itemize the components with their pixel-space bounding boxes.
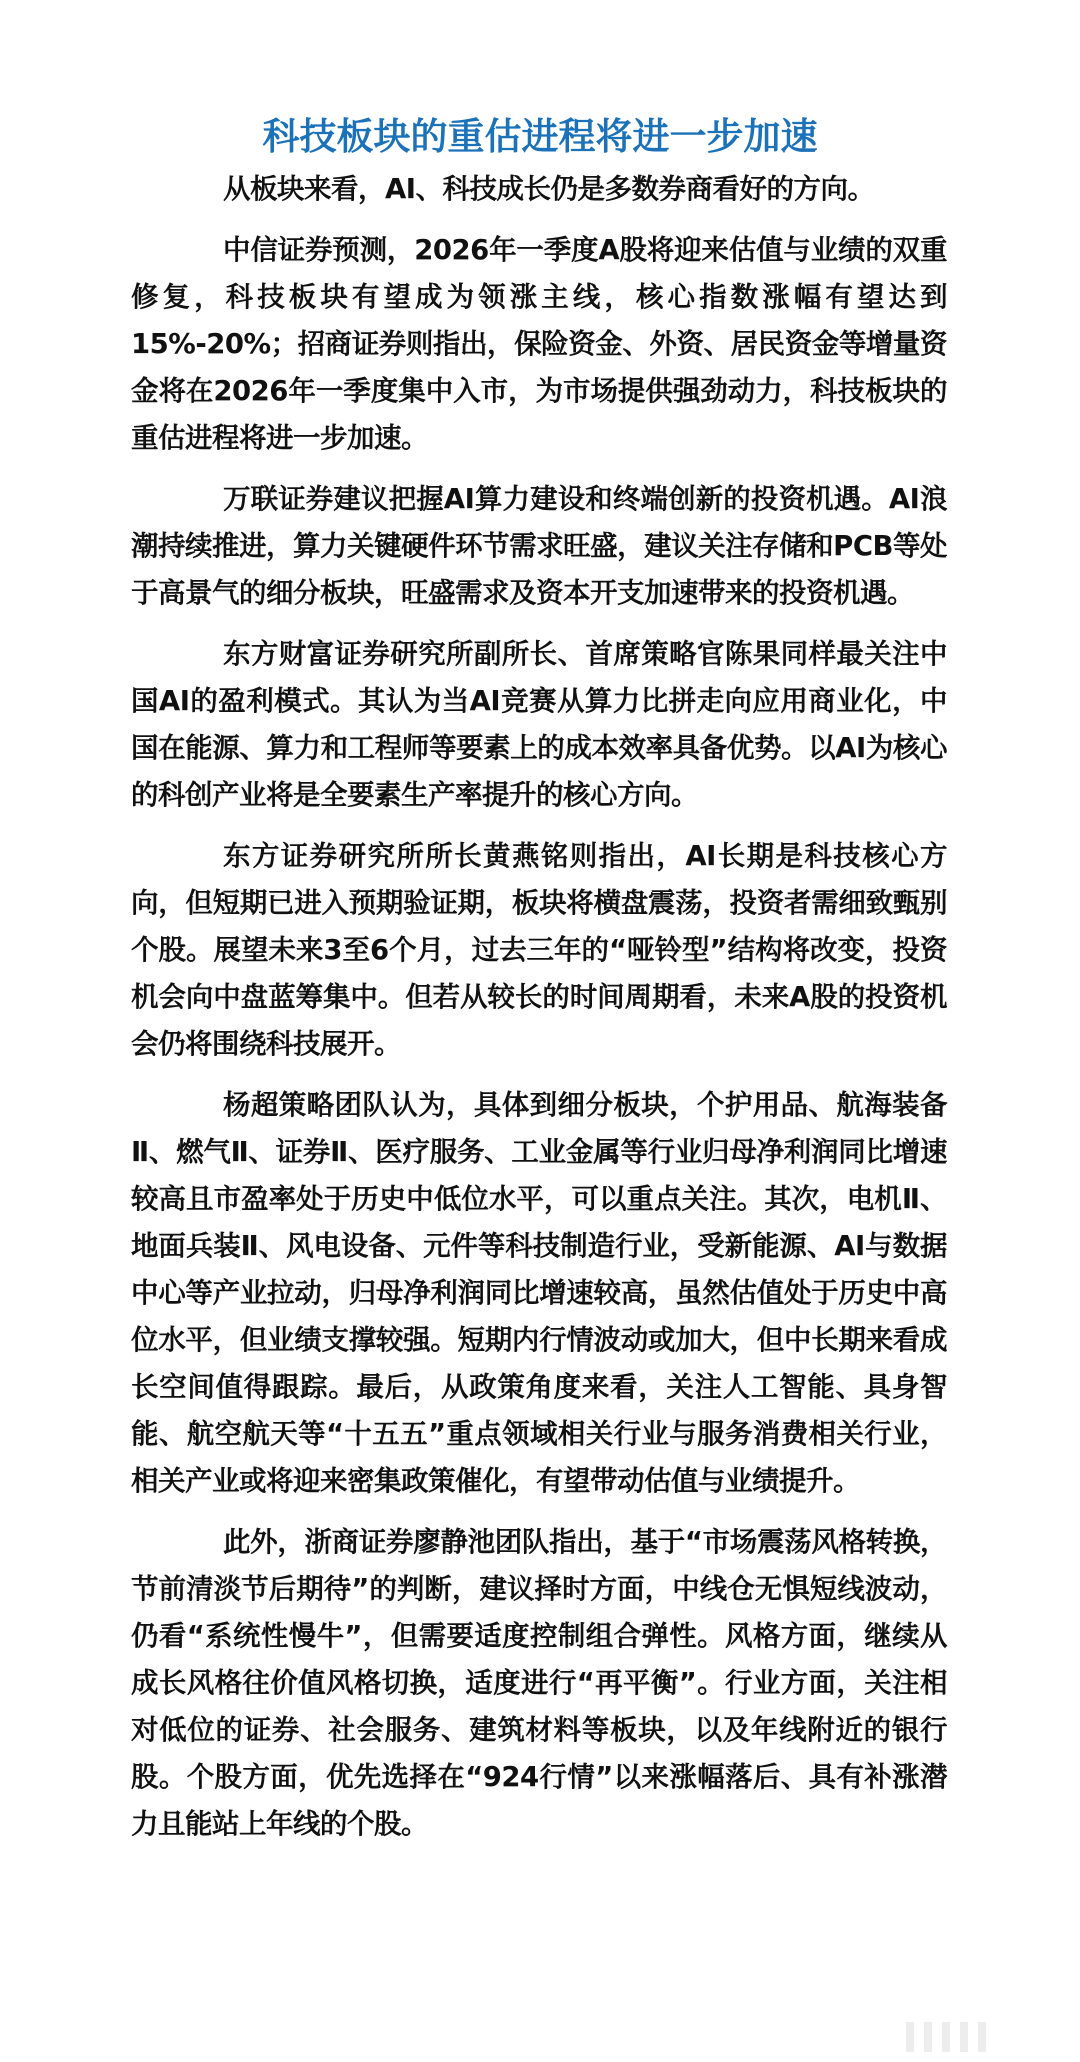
paragraph: 东方财富证券研究所副所长、首席策略官陈果同样最关注中国AI的盈利模式。其认为当AI竞赛从算力比拼走向应用商业化，中国在能源、算力和工程师等要素上的成本效率具备优势。以AI为核心的科创产业将是全要素生产率提升的核心方向。 [131, 638, 947, 811]
paragraph: 中信证券预测，2026年一季度A股将迎来估值与业绩的双重修复，科技板块有望成为领涨主线，核心指数涨幅有望达到15%-20%；招商证券则指出，保险资金、外资、居民资金等增量资金将在2026年一季度集中入市，为市场提供强劲动力，科技板块的重估进程将进一步加速。 [131, 234, 947, 454]
article-body [131, 166, 947, 1862]
paragraph: 东方证券研究所所长黄燕铭则指出，AI长期是科技核心方向，但短期已进入预期验证期，板块将横盘震荡，投资者需细致甄别个股。展望未来3至6个月，过去三年的“哑铃型”结构将改变，投资机会向中盘蓝筹集中。但若从较长的时间周期看，未来A股的投资机会仍将围绕科技展开。 [131, 840, 947, 1060]
paragraph: 万联证券建议把握AI算力建设和终端创新的投资机遇。AI浪潮持续推进，算力关键硬件环节需求旺盛，建议关注存储和PCB等处于高景气的细分板块，旺盛需求及资本开支加速带来的投资机遇。 [131, 483, 947, 609]
paragraph: 此外，浙商证券廖静池团队指出，基于“市场震荡风格转换，节前清淡节后期待”的判断，建议择时方面，中线仓无惧短线波动，仍看“系统性慢牛”，但需要适度控制组合弹性。风格方面，继续从成长风格往价值风格切换，适度进行“再平衡”。行业方面，关注相对低位的证券、社会服务、建筑材料等板块，以及年线附近的银行股。个股方面，优先选择在“924行情”以来涨幅落后、具有补涨潜力且能站上年线的个股。 [131, 1526, 947, 1840]
watermark-icon [906, 2012, 1066, 2052]
article-title: 科技板块的重估进程将进一步加速 [262, 115, 818, 158]
paragraph: 从板块来看，AI、科技成长仍是多数券商看好的方向。 [223, 173, 875, 205]
paragraph: 杨超策略团队认为，具体到细分板块，个护用品、航海装备Ⅱ、燃气Ⅱ、证券Ⅱ、医疗服务、工业金属等行业归母净利润同比增速较高且市盈率处于历史中低位水平，可以重点关注。其次，电机Ⅱ、地面兵装Ⅱ、风电设备、元件等科技制造行业，受新能源、AI与数据中心等产业拉动，归母净利润同比增速较高，虽然估值处于历史中高位水平，但业绩支撑较强。短期内行情波动或加大，但中长期来看成长空间值得跟踪。最后，从政策角度来看，关注人工智能、具身智能、航空航天等“十五五”重点领域相关行业与服务消费相关行业，相关产业或将迎来密集政策催化，有望带动估值与业绩提升。 [131, 1089, 947, 1497]
